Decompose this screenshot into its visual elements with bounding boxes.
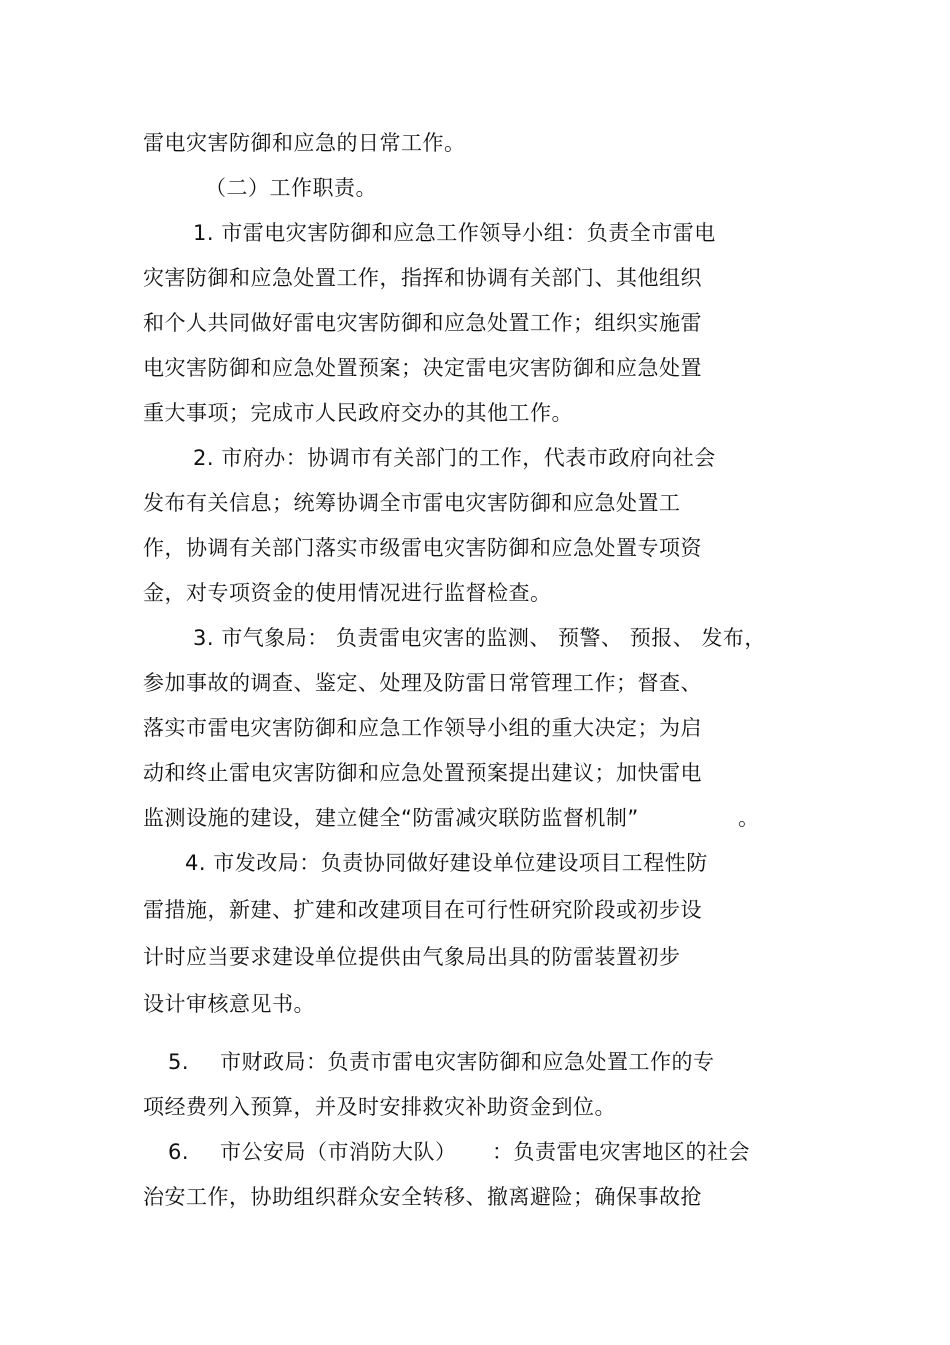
- text-line: 治安工作，协助组织群众安全转移、撤离避险；确保事故抢: [143, 1185, 702, 1209]
- text-line: 市公安局（市消防大队）: [220, 1140, 457, 1164]
- text-line: 2. 市府办：协调市有关部门的工作，代表市政府向社会: [193, 446, 716, 470]
- list-number: 6.: [168, 1140, 190, 1164]
- text-line: 雷电灾害防御和应急的日常工作。: [143, 131, 466, 155]
- text-line: 动和终止雷电灾害防御和应急处置预案提出建议；加快雷电: [143, 761, 702, 785]
- text-line: 监测设施的建设，建立健全“防雷减灾联防监督机制”: [143, 806, 639, 830]
- text-line: 设计审核意见书。: [143, 992, 315, 1016]
- text-line: 落实市雷电灾害防御和应急工作领导小组的重大决定；为启: [143, 716, 702, 740]
- list-number: 5.: [168, 1050, 190, 1074]
- text-line: 。: [738, 806, 760, 830]
- text-line: 计时应当要求建设单位提供由气象局出具的防雷装置初步: [143, 945, 681, 969]
- text-line: 作，协调有关部门落实市级雷电灾害防御和应急处置专项资: [143, 536, 702, 560]
- text-line: 雷措施，新建、扩建和改建项目在可行性研究阶段或初步设: [143, 898, 702, 922]
- text-line: 发布有关信息；统筹协调全市雷电灾害防御和应急处置工: [143, 491, 681, 515]
- text-line: 4. 市发改局：负责协同做好建设单位建设项目工程性防: [185, 851, 708, 875]
- text-line: 金，对专项资金的使用情况进行监督检查。: [143, 581, 552, 605]
- text-line: 参加事故的调查、鉴定、处理及防雷日常管理工作；督查、: [143, 671, 702, 695]
- section-heading: （二）工作职责。: [205, 176, 377, 200]
- text-line: 和个人共同做好雷电灾害防御和应急处置工作；组织实施雷: [143, 311, 702, 335]
- text-line: 灾害防御和应急处置工作，指挥和协调有关部门、其他组织: [143, 266, 702, 290]
- text-line: 市财政局：负责市雷电灾害防御和应急处置工作的专: [220, 1050, 715, 1074]
- text-line: 3. 市气象局： 负责雷电灾害的监测、 预警、 预报、 发布，: [193, 626, 766, 650]
- text-line: ：负责雷电灾害地区的社会: [492, 1140, 750, 1164]
- text-line: 1. 市雷电灾害防御和应急工作领导小组：负责全市雷电: [193, 221, 716, 245]
- text-line: 项经费列入预算，并及时安排救灾补助资金到位。: [143, 1095, 616, 1119]
- text-line: 电灾害防御和应急处置预案；决定雷电灾害防御和应急处置: [143, 356, 702, 380]
- text-line: 重大事项；完成市人民政府交办的其他工作。: [143, 401, 573, 425]
